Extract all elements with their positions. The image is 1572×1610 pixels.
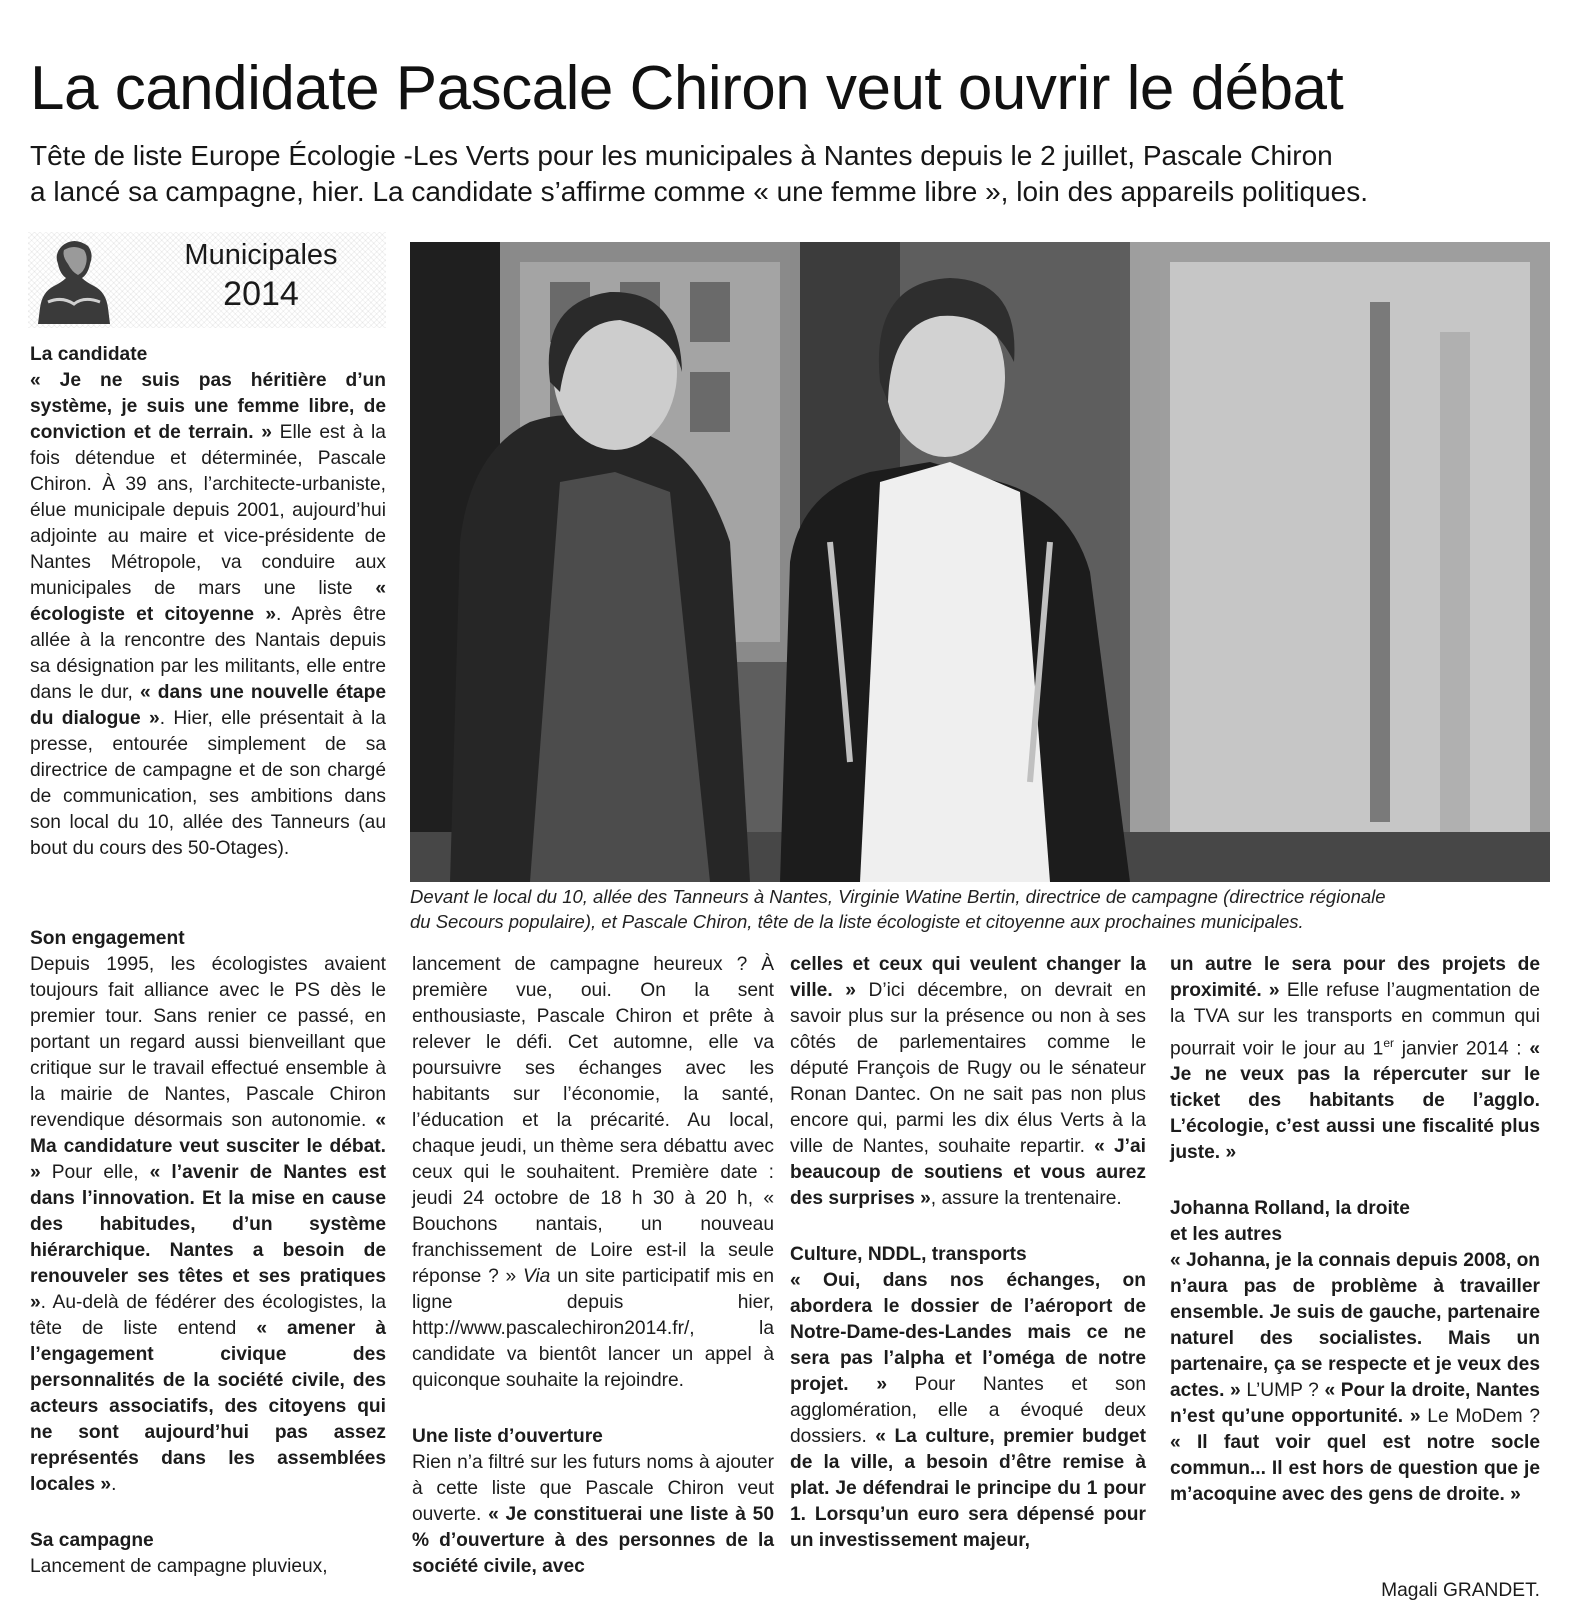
quote: « Il faut voir quel est notre socle commun... Il est hors de question que je m’acoquine avec des gens de droite. » xyxy=(1170,1432,1540,1506)
marianne-bust-icon xyxy=(34,236,114,326)
column-1 xyxy=(30,342,386,862)
text: . Au-delà de fédérer des écologistes, la tête de liste entend xyxy=(30,1292,386,1339)
subheading-et-les-autres: et les autres xyxy=(1170,1224,1282,1246)
text: Elle refuse l’augmentation de la TVA sur les transports en commun qui pourrait voir le jour au 1 xyxy=(1170,980,1541,1060)
quote: « Oui, dans nos échanges, on abordera le dossier de l’aéroport de Notre-Dame-des-Landes mais ce ne sera pas l’alpha et l’oméga de notre projet. » xyxy=(790,1270,1146,1395)
paragraph-son-engagement xyxy=(30,952,386,1498)
column-4 xyxy=(1170,952,1540,1508)
paragraph-transports-suite xyxy=(1170,952,1540,1166)
text: Pour elle, xyxy=(40,1162,150,1183)
photo-caption-line-1: Devant le local du 10, allée des Tanneurs à Nantes, Virginie Watine Bertin, directrice de campagne (directrice régionale xyxy=(410,886,1386,907)
text: lancement de campagne heureux ? À première vue, oui. On la sent enthousiaste, Pascale Chiron et prête à relever le défi. Cet automne, elle va poursuivre ses échanges avec les habitants sur l’économie, la santé, l’éducation et la précarité. Au local, chaque jeudi, un thème sera débattu avec ceux qui le souhaitent. Première date : jeudi 24 octobre de 18 h 30 à 20 h, « Bouchons nantais, un nouveau franchissement de Loire est-il la seule réponse ? » xyxy=(412,954,774,1287)
quote: « Je constituerai une liste à 50 % d’ouverture à des personnes de la société civile, avec xyxy=(412,1504,774,1577)
paragraph-campagne-suite xyxy=(412,952,774,1394)
quote: « dans une nouvelle étape du dialogue » xyxy=(30,682,386,729)
standfirst-line-1: Tête de liste Europe Écologie -Les Verts pour les municipales à Nantes depuis le 2 juillet, Pascale Chiron xyxy=(30,140,1333,171)
paragraph-johanna-rolland xyxy=(1170,1248,1540,1508)
paragraph-une-liste-douverture xyxy=(412,1450,774,1580)
text: janvier 2014 : xyxy=(1394,1038,1530,1060)
standfirst xyxy=(30,138,1550,210)
text: Rien n’a filtré sur les futurs noms à ajouter à cette liste que Pascale Chiron veut ouverte. xyxy=(412,1452,774,1525)
quote: « Johanna, je la connais depuis 2008, on n’aura pas de problème à travailler ensemble. Je suis de gauche, partenaire naturel des socialistes. Mais un partenaire, ça se respecte et je veux des actes. » xyxy=(1170,1250,1541,1402)
text: , assure la trentenaire. xyxy=(930,1188,1122,1209)
section-label-line-2: 2014 xyxy=(223,275,299,313)
subheading-culture-nddl-transports: Culture, NDDL, transports xyxy=(790,1244,1027,1265)
quote: « Je ne veux pas la répercuter sur le ticket des habitants de l’agglo. L’écologie, c’est aussi une fiscalité plus juste. » xyxy=(1170,1038,1540,1164)
paragraph-culture-nddl-transports xyxy=(790,1268,1146,1554)
subheading-une-liste-douverture: Une liste d’ouverture xyxy=(412,1426,603,1447)
text: . Hier, elle présentait à la presse, entourée simplement de sa directrice de campagne et de son chargé de communication, ses ambitions dans son local du 10, allée des Tanneurs (au bout du cours des 50-Otages). xyxy=(30,708,386,859)
column-1-lower xyxy=(30,926,386,1580)
subheading-la-candidate: La candidate xyxy=(30,344,148,365)
paragraph-ouverture-suite xyxy=(790,952,1146,1212)
subheading-sa-campagne: Sa campagne xyxy=(30,1530,154,1551)
column-3 xyxy=(790,952,1146,1554)
text: Elle est à la fois détendue et déterminée, Pascale Chiron. À 39 ans, l’architecte-urbaniste, élue municipale depuis 2001, aujourd’hui adjointe au maire et vice-présidente de Nantes Métropole, va conduire aux municipales de mars une liste xyxy=(30,422,386,599)
text: . xyxy=(111,1474,117,1495)
text: . Après être allée à la rencontre des Nantais depuis sa désignation par les militants, elle entre dans le dur, xyxy=(30,604,386,703)
subheading-johanna-rolland: Johanna Rolland, la droite xyxy=(1170,1198,1410,1220)
text: Depuis 1995, les écologistes avaient toujours fait alliance avec le PS dès le premier tour. Sans renier ce passé, en portant un regard aussi bienveillant que critique sur le travail effectué ensemble à la mairie de Nantes, Pascale Chiron revendique désormais son autonomie. xyxy=(30,954,386,1131)
text: L’UMP ? xyxy=(1240,1380,1325,1402)
quote: « La culture, premier budget de la ville, a besoin d’être remise à plat. Je défendrai le principe du 1 pour 1. Lorsqu’un euro sera dépensé pour un investissement majeur, xyxy=(790,1426,1146,1551)
text: un site participatif mis en ligne depuis hier, http://www.pascalechiron2014.fr/, la candidate va bientôt lancer un appel à quiconque souhaite la rejoindre. xyxy=(412,1266,774,1391)
quote: « J’ai beaucoup de soutiens et vous aurez des surprises » xyxy=(790,1136,1146,1209)
quote: « Pour la droite, Nantes n’est qu’une opportunité. » xyxy=(1170,1380,1540,1428)
text: Pour Nantes et son agglomération, elle a évoqué deux dossiers. xyxy=(790,1374,1146,1447)
section-label xyxy=(28,232,386,328)
quote: un autre le sera pour des projets de proximité. » xyxy=(1170,954,1540,1001)
superscript: er xyxy=(1383,1036,1395,1050)
text: Le MoDem ? xyxy=(1420,1406,1540,1428)
author-signature: Magali GRANDET. xyxy=(1381,1580,1540,1601)
text-italic: Via xyxy=(522,1266,551,1287)
text: D’ici décembre, on devrait en savoir plus sur la présence ou non à ses côtés de parlementaires comme le député François de Rugy ou le sénateur Ronan Dantec. On ne sait pas non plus encore qui, parmi les dix élus Verts à la ville de Nantes, souhaite repartir. xyxy=(790,980,1146,1157)
standfirst-line-2: a lancé sa campagne, hier. La candidate s’affirme comme « une femme libre », loin des appareils politiques. xyxy=(30,176,1369,207)
quote: « écologiste et citoyenne » xyxy=(30,578,386,625)
quote: celles et ceux qui veulent changer la ville. » xyxy=(790,954,1146,1001)
quote: « l’avenir de Nantes est dans l’innovation. Et la mise en cause des habitudes, d’un système hiérarchique. Nantes a besoin de renouveler ses têtes et ses pratiques » xyxy=(30,1162,386,1313)
quote: « Je ne suis pas héritière d’un système, je suis une femme libre, de conviction et de terrain. » xyxy=(30,370,386,443)
headline: La candidate Pascale Chiron veut ouvrir le débat xyxy=(30,54,1344,123)
quote: « amener à l’engagement civique des personnalités de la société civile, des acteurs associatifs, des citoyens qui ne sont aujourd’hui pas assez représentés dans les assemblées locales » xyxy=(30,1318,386,1495)
photo-caption-line-2: du Secours populaire), et Pascale Chiron, tête de la liste écologiste et citoyenne aux prochaines municipales. xyxy=(410,911,1304,932)
subheading-son-engagement: Son engagement xyxy=(30,928,185,949)
photo-caption xyxy=(410,884,1550,934)
paragraph-sa-campagne: Lancement de campagne pluvieux, xyxy=(30,1556,328,1577)
paragraph-la-candidate xyxy=(30,368,386,862)
section-label-line-1: Municipales xyxy=(184,239,338,271)
article-photo xyxy=(410,242,1550,882)
column-2 xyxy=(412,952,774,1580)
quote: « Ma candidature veut susciter le débat. » xyxy=(30,1110,386,1183)
